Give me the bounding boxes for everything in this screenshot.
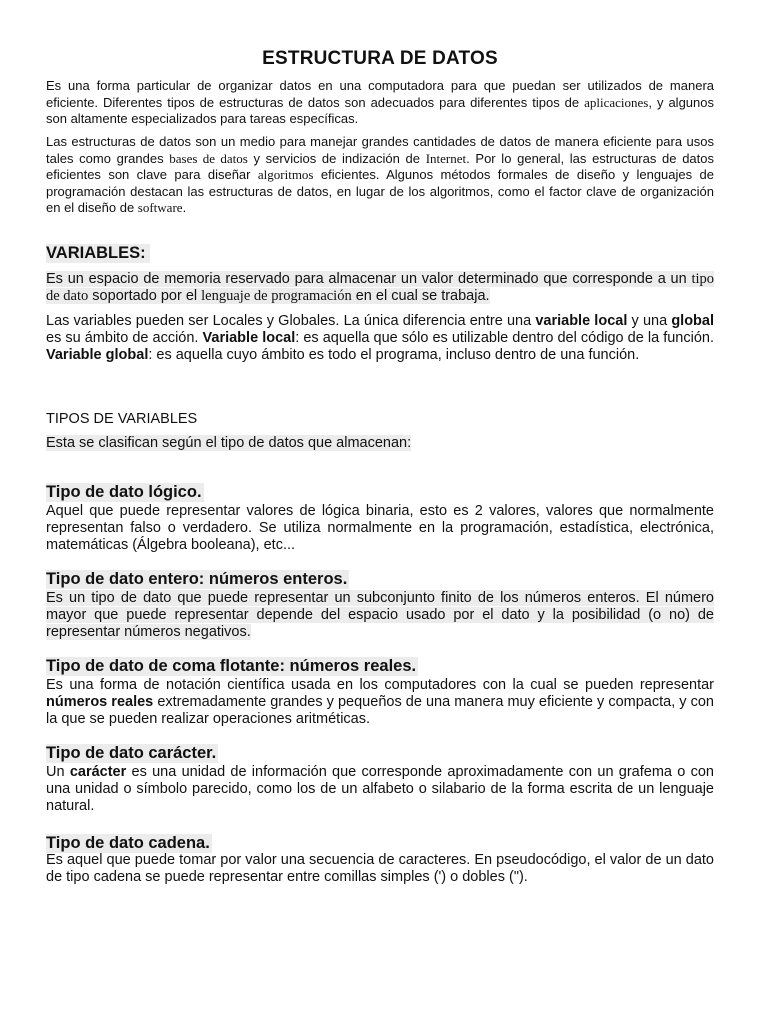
variables-heading: VARIABLES: [46, 244, 150, 263]
heading-tipo-entero: Tipo de dato entero: números enteros. [46, 570, 348, 588]
heading-tipo-caracter: Tipo de dato carácter. [46, 744, 217, 762]
page-title: ESTRUCTURA DE DATOS [262, 48, 498, 69]
body-tipo-logico: Aquel que puede representar valores de lógica binaria, esto es 2 valores, valores que normalmente representan falso o verdadero. Se utiliza normalmente en la programación, estadística, electrónica, matemáticas (Álgebra booleana), etc... [46, 503, 714, 553]
body-tipo-cadena: Es aquel que puede tomar por valor una secuencia de caracteres. En pseudocódigo, el valor de un dato de tipo cadena se puede representar entre comillas simples (') o dobles ("). [46, 852, 714, 885]
variables-scope-paragraph: Las variables pueden ser Locales y Globales. La única diferencia entre una variable local y una global es su ámbito de acción. Variable local: es aquella que sólo es utilizable dentro del código de la función. Variable global: es aquella cuyo ámbito es todo el programa, incluso dentro de una función. [46, 313, 715, 363]
body-tipo-flotante: Es una forma de notación científica usada en los computadores con la cual se pueden representar números reales extremadamente grandes y pequeños de una manera muy eficiente y compacta, y con la que se pueden realizar operaciones aritméticas. [46, 677, 714, 727]
body-tipo-entero: Es un tipo de dato que puede representar un subconjunto finito de los números enteros. El número mayor que puede representar depende del espacio usado por el dato y la posibilidad (o no) de representar números negativos. [46, 590, 714, 640]
tipos-heading: TIPOS DE VARIABLES [46, 411, 198, 427]
heading-tipo-flotante: Tipo de dato de coma flotante: números reales. [46, 657, 417, 675]
heading-tipo-cadena: Tipo de dato cadena. [46, 834, 210, 852]
intro-paragraph-2: Las estructuras de datos son un medio para manejar grandes cantidades de datos de manera eficiente para usos tales como grandes bases de datos y servicios de indización de Internet. Por lo general, las estructuras de datos eficientes son clave para diseñar algoritmos eficientes. Algunos métodos formales de diseño y lenguajes de programación destacan las estructuras de datos, en lugar de los algoritmos, como el factor clave de organización en el diseño de software. [46, 134, 714, 215]
tipos-intro: Esta se clasifican según el tipo de datos que almacenan: [46, 435, 412, 451]
intro-paragraph-1: Es una forma particular de organizar datos en una computadora para que puedan ser utilizados de manera eficiente. Diferentes tipos de estructuras de datos son adecuados para diferentes tipos de aplicaciones, y algunos son altamente especializados para tareas específicas. [46, 78, 714, 126]
variables-definition: Es un espacio de memoria reservado para almacenar un valor determinado que corresponde a un tipo de dato soportado por el lenguaje de programación en el cual se trabaja. [46, 271, 714, 304]
body-tipo-caracter: Un carácter es una unidad de información que corresponde aproximadamente con un grafema o con una unidad o símbolo parecido, como los de un alfabeto o silabario de la forma escrita de un lenguaje natural. [46, 764, 714, 814]
heading-tipo-logico: Tipo de dato lógico. [46, 483, 202, 501]
